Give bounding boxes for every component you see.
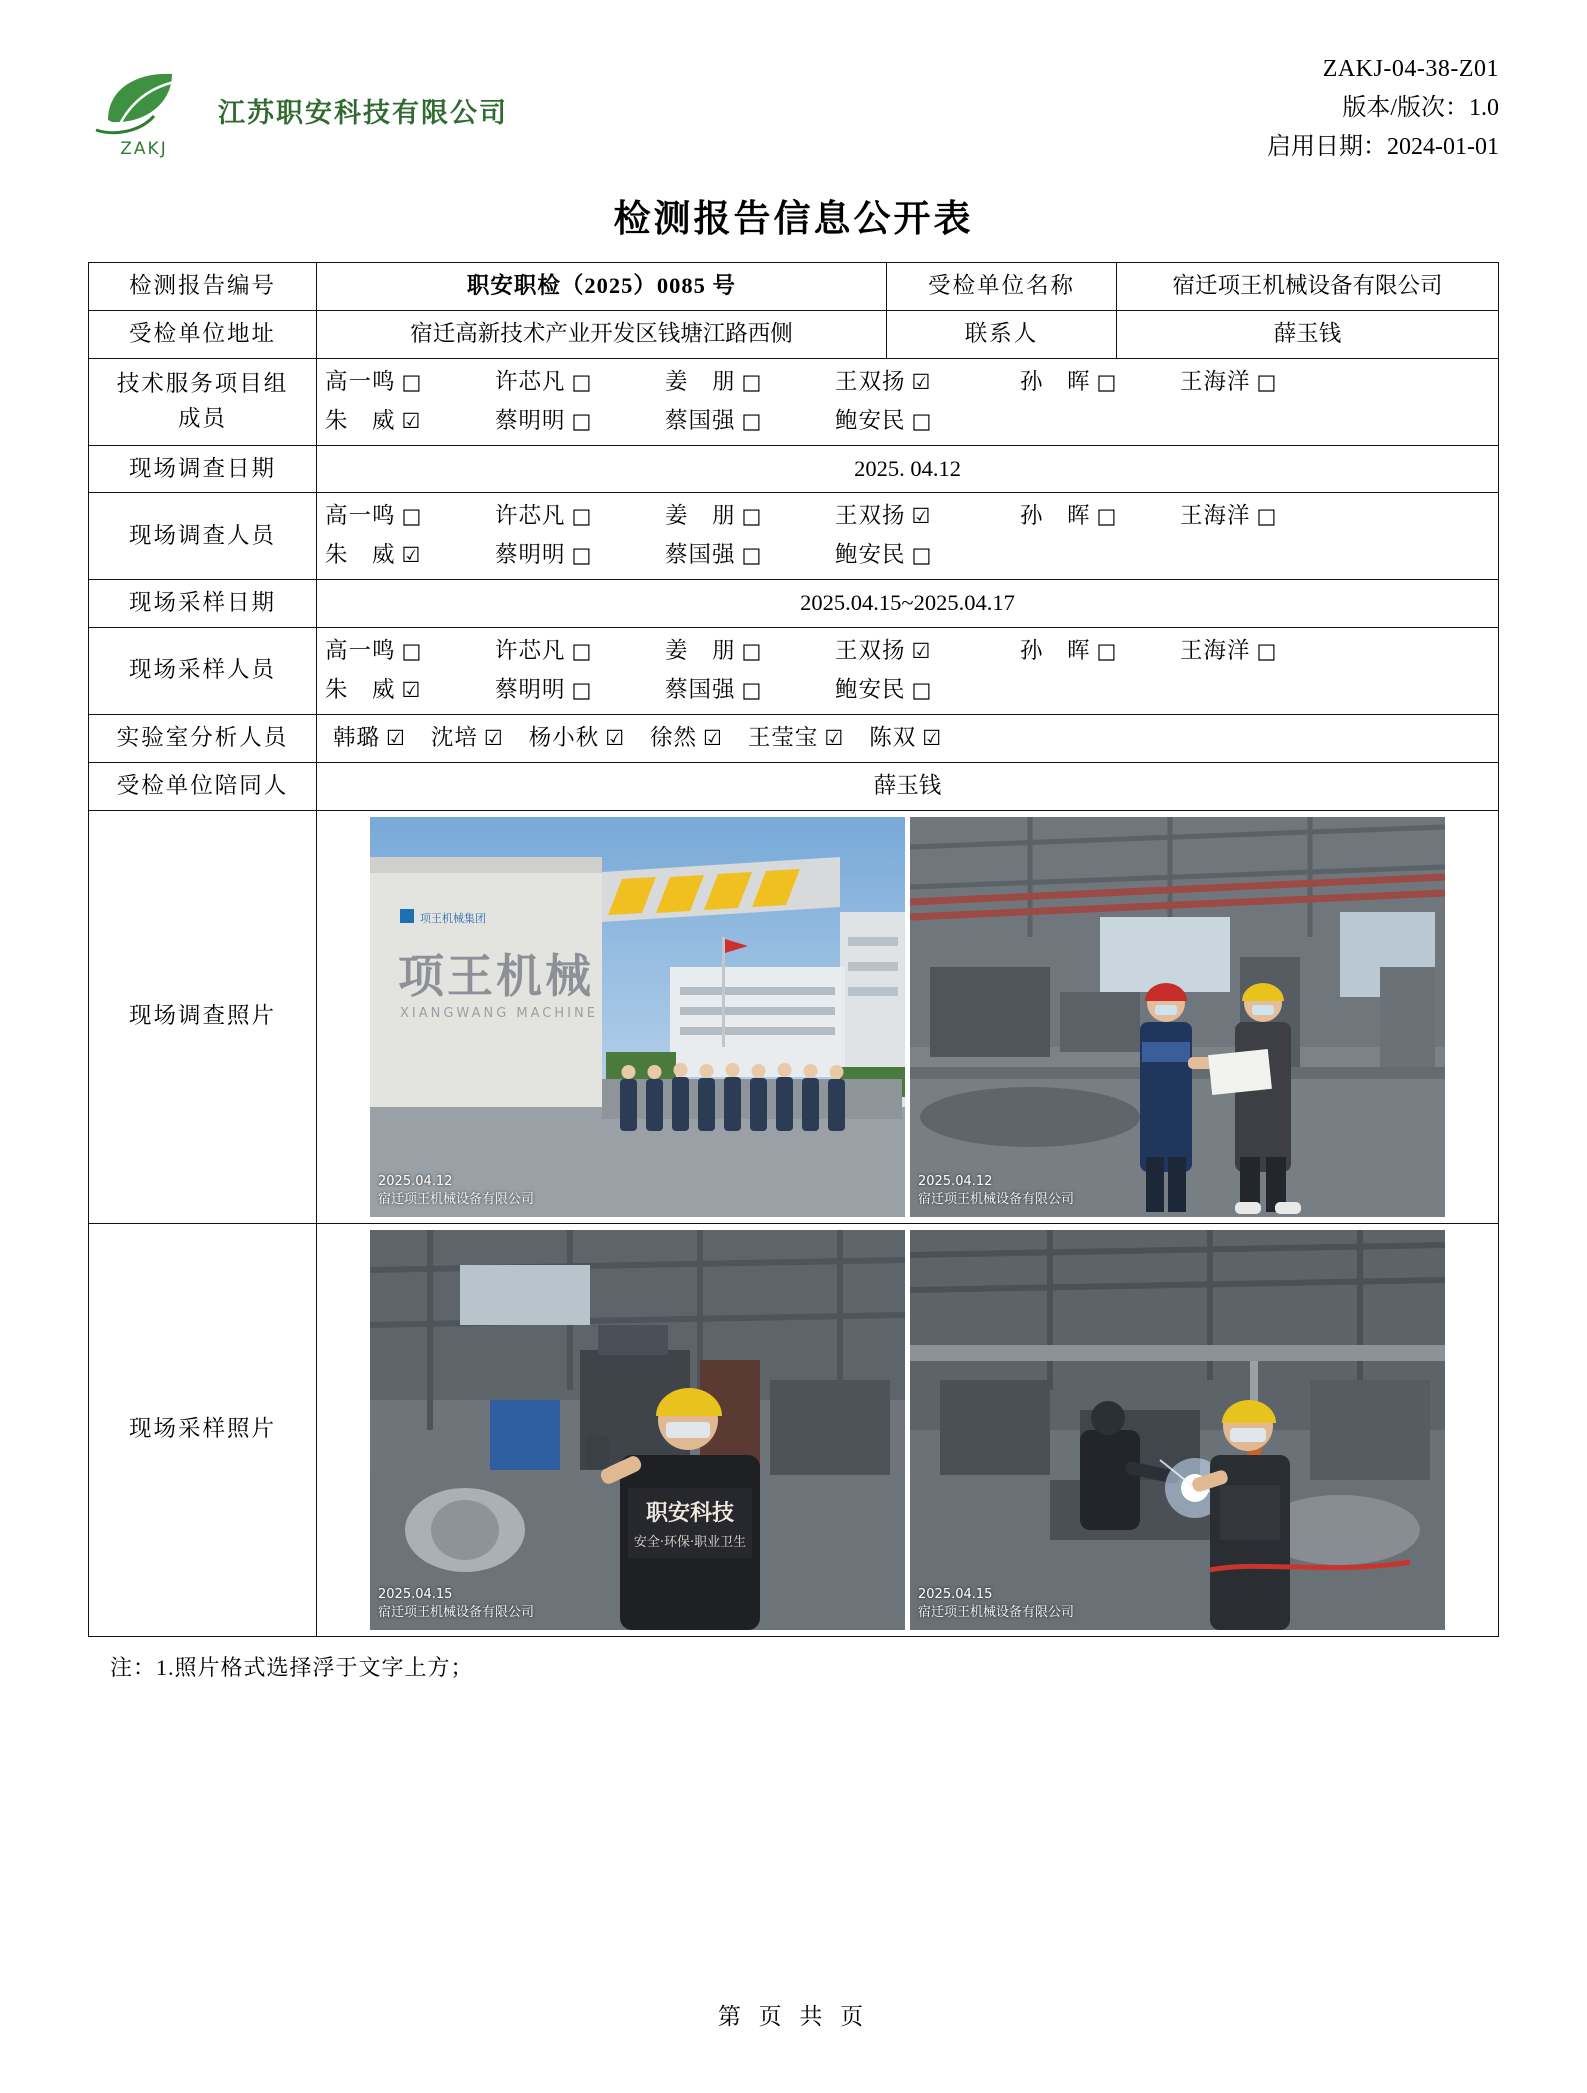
- svg-text:ZAKJ: ZAKJ: [120, 139, 168, 159]
- table-row: [89, 310, 1499, 358]
- photo-stamp-place: 宿迁项王机械设备有限公司: [378, 1191, 535, 1207]
- company-logo-icon: [88, 58, 200, 162]
- sampling-staff-grid: [325, 634, 1490, 708]
- checkbox-checked-icon: ☑: [401, 408, 421, 433]
- survey-staff-member[interactable]: 蔡国强 □: [665, 542, 762, 568]
- team-member[interactable]: 高一鸣 □: [325, 368, 422, 394]
- checkbox-unchecked-icon: □: [401, 504, 422, 529]
- doc-code: ZAKJ-04-38-Z01: [1322, 56, 1499, 82]
- checkbox-checked-icon: ☑: [386, 725, 405, 750]
- survey-staff-grid: [325, 499, 1490, 573]
- photo-stamp-date: 2025.04.15: [918, 1587, 993, 1603]
- checkbox-unchecked-icon: □: [1256, 369, 1277, 394]
- checkbox-unchecked-icon: □: [1096, 638, 1117, 663]
- client-label: 受检单位名称: [887, 263, 1117, 311]
- photo-stamp-place: 宿迁项王机械设备有限公司: [918, 1604, 1075, 1620]
- company-brand: [88, 40, 508, 162]
- team-member[interactable]: 姜 朋 □: [665, 368, 762, 394]
- team-member[interactable]: 朱 威 ☑: [325, 407, 421, 433]
- sampling-staff-member[interactable]: 王海洋 □: [1180, 638, 1277, 663]
- photo-stamp-date: 2025.04.12: [918, 1174, 993, 1190]
- checkbox-checked-icon: ☑: [922, 725, 942, 750]
- svg-text:职安科技: 职安科技: [645, 1500, 735, 1526]
- table-row: [89, 493, 1499, 580]
- sampling-photo-pair: [325, 1230, 1490, 1630]
- lab-analysts-list: [325, 721, 1490, 756]
- sampling-photo-1: [370, 1230, 905, 1630]
- checkbox-unchecked-icon: □: [571, 504, 592, 529]
- photo-stamp: [378, 1173, 534, 1208]
- table-row: [89, 810, 1499, 1223]
- checkbox-unchecked-icon: □: [741, 677, 762, 702]
- sampling-date-label: 现场采样日期: [89, 580, 317, 628]
- doc-effective-date: 启用日期：2024-01-01: [1267, 133, 1499, 160]
- lab-analyst[interactable]: 徐然 ☑: [650, 724, 722, 750]
- photo-stamp: [918, 1586, 1074, 1621]
- team-member[interactable]: 鲍安民 □: [835, 407, 932, 433]
- address-value: 宿迁高新技术产业开发区钱塘江路西侧: [317, 310, 887, 358]
- page-title: 检测报告信息公开表: [613, 199, 974, 240]
- lab-analyst[interactable]: 陈双 ☑: [869, 724, 942, 750]
- escort-label: 受检单位陪同人: [89, 762, 317, 810]
- contact-value: 薛玉钱: [1117, 310, 1499, 358]
- team-label-line2: 成员: [177, 405, 227, 431]
- table-row: [89, 628, 1499, 715]
- survey-date-label: 现场调查日期: [89, 445, 317, 493]
- survey-photo-pair: [325, 817, 1490, 1217]
- sampling-staff-member[interactable]: 蔡明明 □: [495, 676, 592, 702]
- table-row: [89, 580, 1499, 628]
- survey-staff-member[interactable]: 蔡明明 □: [495, 542, 592, 568]
- checkbox-unchecked-icon: □: [571, 677, 592, 702]
- checkbox-unchecked-icon: □: [1256, 638, 1277, 663]
- team-members-grid: [325, 365, 1490, 439]
- table-note: 注：1.照片格式选择浮于文字上方；: [110, 1654, 474, 1680]
- sampling-staff-label: 现场采样人员: [89, 628, 317, 715]
- survey-staff-member[interactable]: 孙 晖 □: [1020, 503, 1117, 529]
- checkbox-unchecked-icon: □: [741, 638, 762, 663]
- photo-stamp-place: 宿迁项王机械设备有限公司: [918, 1191, 1075, 1207]
- document-meta: [1267, 40, 1499, 167]
- lab-analysts-cell: [317, 714, 1499, 762]
- photo-stamp: [918, 1173, 1074, 1208]
- sampling-staff-member[interactable]: 朱 威 ☑: [325, 676, 421, 702]
- table-row: [89, 445, 1499, 493]
- checkbox-checked-icon: ☑: [401, 677, 421, 702]
- checkbox-checked-icon: ☑: [824, 725, 844, 750]
- checkbox-unchecked-icon: □: [401, 369, 422, 394]
- table-row: [89, 1223, 1499, 1636]
- sampling-date-value: 2025.04.15~2025.04.17: [317, 580, 1499, 628]
- checkbox-checked-icon: ☑: [911, 504, 931, 529]
- sampling-staff-cell: [317, 628, 1499, 715]
- survey-staff-member[interactable]: 王双扬 ☑: [835, 503, 931, 529]
- checkbox-checked-icon: ☑: [605, 725, 625, 750]
- sampling-photos-cell: [317, 1223, 1499, 1636]
- lab-analyst[interactable]: 沈培 ☑: [430, 724, 503, 750]
- checkbox-unchecked-icon: □: [741, 369, 762, 394]
- checkbox-unchecked-icon: □: [1256, 504, 1277, 529]
- survey-date-value: 2025. 04.12: [317, 445, 1499, 493]
- survey-staff-member[interactable]: 高一鸣 □: [325, 503, 422, 529]
- team-member[interactable]: 孙 晖 □: [1020, 368, 1117, 394]
- lab-analyst[interactable]: 王莹宝 ☑: [747, 724, 844, 750]
- survey-staff-label: 现场调查人员: [89, 493, 317, 580]
- checkbox-unchecked-icon: □: [571, 543, 592, 568]
- client-value: 宿迁项王机械设备有限公司: [1117, 263, 1499, 311]
- page-header: [88, 40, 1499, 170]
- checkbox-unchecked-icon: □: [911, 408, 932, 433]
- checkbox-unchecked-icon: □: [1096, 504, 1117, 529]
- photo-stamp: [378, 1586, 534, 1621]
- team-member[interactable]: 蔡国强 □: [665, 407, 762, 433]
- team-member[interactable]: 王双扬 ☑: [835, 368, 931, 394]
- report-no-value: 职安职检（2025）0085 号: [317, 263, 887, 311]
- photo-stamp-place: 宿迁项王机械设备有限公司: [378, 1604, 535, 1620]
- checkbox-checked-icon: ☑: [401, 543, 421, 568]
- report-no-label: 检测报告编号: [89, 263, 317, 311]
- table-row: [89, 263, 1499, 311]
- checkbox-unchecked-icon: □: [1096, 369, 1117, 394]
- survey-photo-2: [910, 817, 1445, 1217]
- survey-photos-cell: [317, 810, 1499, 1223]
- sampling-staff-member[interactable]: 蔡国强 □: [665, 676, 762, 702]
- checkbox-checked-icon: ☑: [483, 725, 503, 750]
- checkbox-unchecked-icon: □: [911, 543, 932, 568]
- photo-stamp-date: 2025.04.12: [378, 1174, 453, 1190]
- sampling-photo-2: [910, 1230, 1445, 1630]
- escort-value: 薛玉钱: [317, 762, 1499, 810]
- checkbox-unchecked-icon: □: [571, 408, 592, 433]
- checkbox-unchecked-icon: □: [401, 638, 422, 663]
- checkbox-checked-icon: ☑: [911, 638, 931, 663]
- team-member[interactable]: 蔡明明 □: [495, 407, 592, 433]
- svg-text:项王机械: 项王机械: [398, 948, 594, 1003]
- checkbox-unchecked-icon: □: [571, 369, 592, 394]
- survey-staff-member[interactable]: 许芯凡 □: [495, 503, 592, 529]
- survey-staff-member[interactable]: 鲍安民 □: [835, 542, 932, 568]
- sampling-staff-member[interactable]: 鲍安民 □: [835, 676, 932, 702]
- lab-analyst[interactable]: 杨小秋 ☑: [528, 724, 625, 750]
- team-member[interactable]: 王海洋 □: [1180, 368, 1277, 394]
- survey-photo-label: 现场调查照片: [89, 810, 317, 1223]
- team-label: [89, 358, 317, 445]
- sampling-staff-member[interactable]: 许芯凡 □: [495, 638, 592, 663]
- table-row: [89, 714, 1499, 762]
- survey-staff-member[interactable]: 王海洋 □: [1180, 503, 1277, 529]
- team-members-cell: [317, 358, 1499, 445]
- company-name: 江苏职安科技有限公司: [218, 97, 508, 129]
- team-member[interactable]: 许芯凡 □: [495, 368, 592, 394]
- sampling-staff-member[interactable]: 王双扬 ☑: [835, 638, 931, 663]
- sampling-staff-member[interactable]: 姜 朋 □: [665, 638, 762, 663]
- survey-staff-member[interactable]: 姜 朋 □: [665, 503, 762, 529]
- report-info-table: [88, 262, 1499, 1637]
- sampling-staff-member[interactable]: 孙 晖 □: [1020, 638, 1117, 663]
- lab-label: 实验室分析人员: [89, 714, 317, 762]
- svg-text:安全·环保·职业卫生: 安全·环保·职业卫生: [633, 1534, 747, 1550]
- contact-label: 联系人: [887, 310, 1117, 358]
- checkbox-unchecked-icon: □: [741, 408, 762, 433]
- team-label-line1: 技术服务项目组: [116, 370, 289, 396]
- table-row: [89, 762, 1499, 810]
- checkbox-unchecked-icon: □: [911, 677, 932, 702]
- survey-staff-member[interactable]: 朱 威 ☑: [325, 542, 421, 568]
- photo-stamp-date: 2025.04.15: [378, 1587, 453, 1603]
- sampling-photo-label: 现场采样照片: [89, 1223, 317, 1636]
- svg-text:项王机械集团: 项王机械集团: [420, 911, 486, 925]
- lab-analyst[interactable]: 韩璐 ☑: [333, 724, 405, 750]
- page-footer: 第 页 共 页: [717, 2004, 870, 2029]
- table-row: [89, 358, 1499, 445]
- survey-staff-cell: [317, 493, 1499, 580]
- address-label: 受检单位地址: [89, 310, 317, 358]
- sampling-staff-member[interactable]: 高一鸣 □: [325, 638, 422, 663]
- svg-text:XIANGWANG MACHINE: XIANGWANG MACHINE: [400, 1005, 598, 1021]
- checkbox-unchecked-icon: □: [741, 504, 762, 529]
- checkbox-unchecked-icon: □: [571, 638, 592, 663]
- checkbox-unchecked-icon: □: [741, 543, 762, 568]
- survey-photo-1: [370, 817, 905, 1217]
- doc-version: 版本/版次：1.0: [1342, 94, 1499, 121]
- checkbox-checked-icon: ☑: [703, 725, 722, 750]
- checkbox-checked-icon: ☑: [911, 369, 931, 394]
